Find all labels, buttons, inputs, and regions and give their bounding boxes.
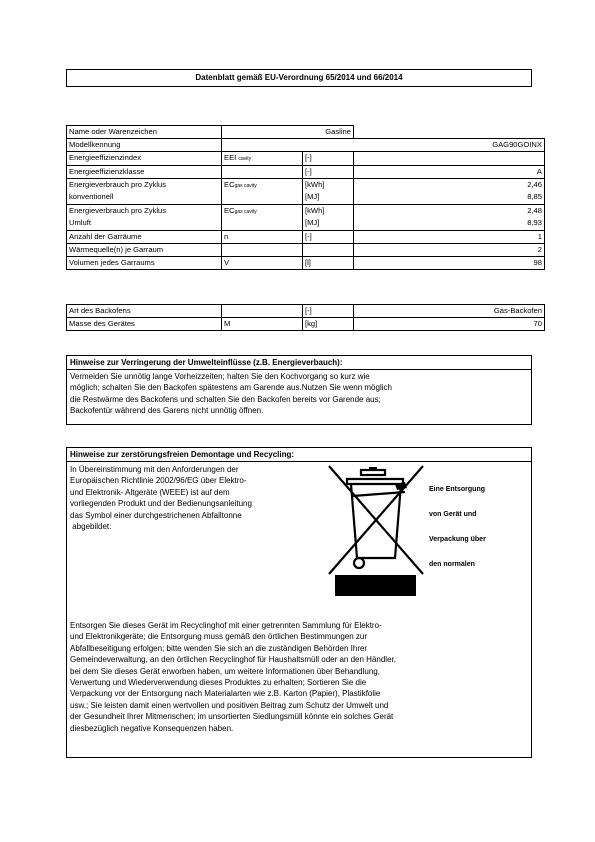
heat-source-label: Wärmequelle(n) je Garraum <box>67 244 222 257</box>
environment-box <box>66 355 532 425</box>
table-row <box>67 244 545 257</box>
conv-value: 2,46 8,85 <box>354 179 545 205</box>
oven-type-label: Art des Backofens <box>67 305 222 318</box>
disposal-note-line-1: Eine Entsorgung <box>429 486 485 493</box>
table-row <box>67 305 545 318</box>
oven-type-value: Gas-Backofen <box>354 305 545 318</box>
recycling-instructions-text: Entsorgen Sie dieses Gerät im Recyclinghof mit einer getrennten Sammlung für Elektro- und Elektronikgeräte; die Entsorgung muss gemäß den örtlichen Bestimmungen zur Abfallbeseitigung erfolgen; bitte wenden Sie sich an die zuständigen Behörden Ihrer Gemeindeverwaltung, an den örtlichen Recyclinghof für Haushaltsmüll oder an den Händler, bei dem Sie dieses Gerät erworben haben, um weitere Informationen über Behandlung, Verwertung und Wiederverwendung dieses Produktes zu erhalten; Sortieren Sie die Verpackung vor der Entsorgung nach Materialarten wie z.B. Karton (Papier), Plastikfolie usw.; Sie leisten damit einen wertvollen und positiven Beitrag zum Schutz der Umwelt und der Gesundheit Ihrer Mitmenschen; im unsortierten Siedlungsmüll könnte ein solches Gerät diesbezüglich negative Konsequenzen haben. <box>70 621 396 733</box>
table-row <box>67 126 545 139</box>
volume-symbol: V <box>222 257 303 270</box>
cavities-symbol: n <box>222 231 303 244</box>
recycling-heading: Hinweise zur zerstörungsfreien Demontage und Recycling: <box>67 448 531 462</box>
datasheet-title: Datenblatt gemäß EU-Verordnung 65/2014 und 66/2014 <box>66 69 532 87</box>
table-row <box>67 231 545 244</box>
heat-source-value: 2 <box>354 244 545 257</box>
cavities-value: 1 <box>354 231 545 244</box>
disposal-note-line-2: von Gerät und <box>429 511 477 518</box>
disposal-note-line-4: den normalen <box>429 561 475 568</box>
class-unit: [-] <box>303 166 354 179</box>
conv-symbol: ECgas cavity <box>222 179 303 205</box>
eei-symbol: EEI cavity <box>222 152 303 166</box>
cavities-label: Anzahl der Garräume <box>67 231 222 244</box>
crossed-out-wheelie-bin-icon <box>323 462 429 580</box>
fan-label: Energieverbrauch pro Zyklus Umluft <box>67 205 222 231</box>
mass-symbol: M <box>222 318 303 331</box>
table-row <box>67 318 545 331</box>
table-row <box>67 166 545 179</box>
mass-label: Masse des Gerätes <box>67 318 222 331</box>
table-row <box>67 205 545 231</box>
environment-heading: Hinweise zur Verringerung der Umwelteinflüsse (z.B. Energieverbauch): <box>67 356 531 370</box>
class-label: Energieeffizienzklasse <box>67 166 222 179</box>
volume-label: Volumen jedes Garraums <box>67 257 222 270</box>
volume-unit: [l] <box>303 257 354 270</box>
brand-value: Gasline <box>222 126 354 139</box>
model-label: Modellkennung <box>67 139 222 152</box>
table-row <box>67 139 545 152</box>
disposal-note-line-3: Verpackung über <box>429 536 486 543</box>
conv-label: Energieverbrauch pro Zyklus konventionell <box>67 179 222 205</box>
table-row <box>67 179 545 205</box>
oven-type-unit: [-] <box>303 305 354 318</box>
environment-text: Vermeiden Sie unnötig lange Vorheizzeiten; halten Sie den Kochvorgang so kurz wie möglich; schalten Sie den Backofen spätestens am Garende aus.Nutzen Sie wenn möglich die Restwärme des Backofens und schalten Sie den Backofen bereits vor Garende aus; Backofentür während des Garens nicht unnötig öffnen. <box>70 372 392 416</box>
conv-unit: [kWh] [MJ] <box>303 179 354 205</box>
recycling-intro-text: In Übereinstimmung mit den Anforderungen der Europäischen Richtlinie 2002/96/EG über Elektro- und Elektronik- Altgeräte (WEEE) ist auf dem vorliegenden Produkt und der Bedienungsanleitung das Symbol einer durchgestrichenen Abfalltonne abgebildet: <box>70 465 252 532</box>
fan-value: 2,48 8,93 <box>354 205 545 231</box>
fan-symbol: ECgas cavity <box>222 205 303 231</box>
table-row <box>67 257 545 270</box>
cavities-unit: [-] <box>303 231 354 244</box>
black-bar <box>335 575 416 596</box>
brand-label: Name oder Warenzeichen <box>67 126 222 139</box>
energy-table <box>66 125 545 270</box>
mass-value: 70 <box>354 318 545 331</box>
volume-value: 98 <box>354 257 545 270</box>
recycling-box <box>66 447 532 758</box>
class-value: A <box>354 166 545 179</box>
eei-unit: [-] <box>303 152 354 166</box>
eei-label: Energieeffizienzindex <box>67 152 222 166</box>
oven-table <box>66 304 545 331</box>
table-row <box>67 152 545 166</box>
fan-unit: [kWh] [MJ] <box>303 205 354 231</box>
model-value: GAG90GOINX <box>222 139 545 152</box>
mass-unit: [kg] <box>303 318 354 331</box>
